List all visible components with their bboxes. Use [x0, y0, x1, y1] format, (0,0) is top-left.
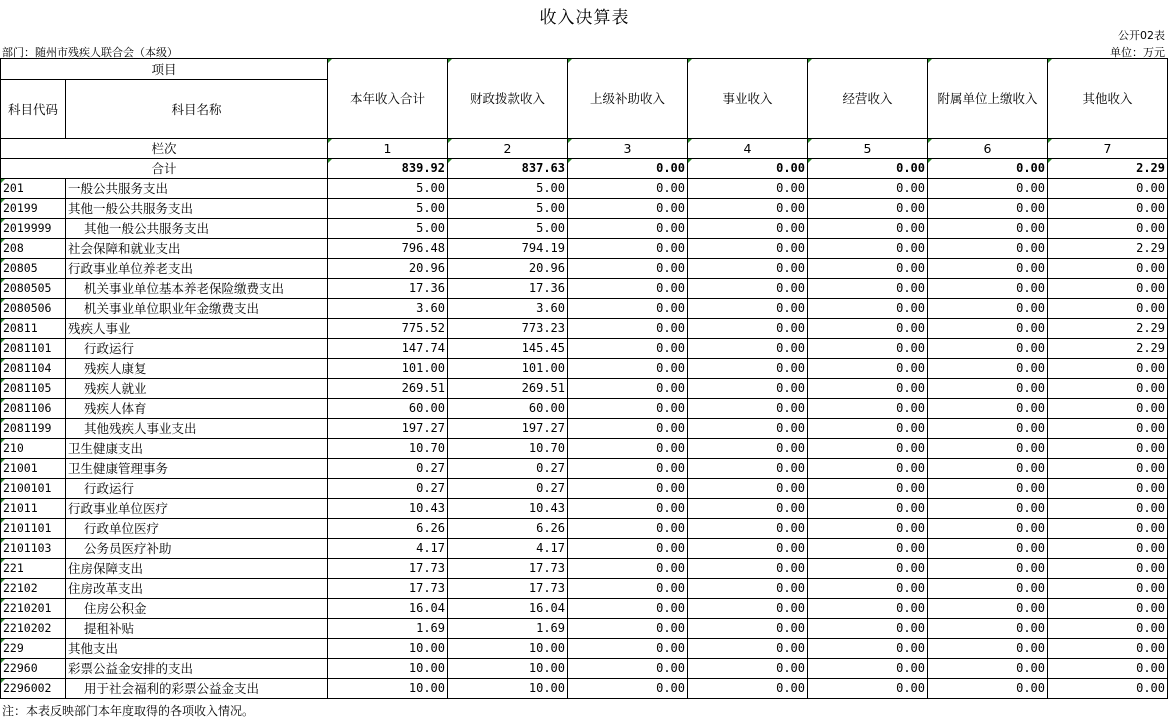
cell-value: 0.00: [1048, 279, 1168, 299]
cell-value: 0.00: [1048, 379, 1168, 399]
cell-value: 2.29: [1048, 239, 1168, 259]
subject-code: 2296002: [1, 679, 66, 699]
subject-name: 行政运行: [66, 479, 328, 499]
cell-value: 0.00: [688, 659, 808, 679]
department-label: 部门：随州市残疾人联合会（本级）: [2, 46, 178, 59]
cell-value: 0.00: [568, 419, 688, 439]
subject-name: 其他残疾人事业支出: [66, 419, 328, 439]
cell-value: 10.43: [448, 499, 568, 519]
subject-code: 210: [1, 439, 66, 459]
cell-value: 10.70: [448, 439, 568, 459]
cell-value: 10.00: [448, 679, 568, 699]
income-table: [0, 58, 1168, 699]
subject-name: 行政事业单位养老支出: [66, 259, 328, 279]
cell-value: 0.00: [568, 659, 688, 679]
subject-code: 21011: [1, 499, 66, 519]
table-row: [1, 359, 1168, 379]
cell-value: 17.73: [328, 559, 448, 579]
cell-value: 0.00: [808, 379, 928, 399]
cell-value: 0.00: [568, 439, 688, 459]
cell-value: 0.27: [328, 459, 448, 479]
cell-value: 0.27: [328, 479, 448, 499]
subject-code: 208: [1, 239, 66, 259]
cell-value: 0.00: [928, 339, 1048, 359]
cell-value: 16.04: [328, 599, 448, 619]
subject-code: 2081104: [1, 359, 66, 379]
cell-value: 0.00: [928, 379, 1048, 399]
cell-value: 0.00: [568, 679, 688, 699]
table-row: [1, 399, 1168, 419]
cell-value: 0.00: [568, 219, 688, 239]
cell-value: 147.74: [328, 339, 448, 359]
cell-value: 773.23: [448, 319, 568, 339]
subject-name: 行政单位医疗: [66, 519, 328, 539]
cell-value: 3.60: [328, 299, 448, 319]
cell-value: 60.00: [448, 399, 568, 419]
subject-name: 残疾人就业: [66, 379, 328, 399]
cell-value: 269.51: [448, 379, 568, 399]
total-label: 合计: [1, 159, 328, 179]
cell-value: 0.00: [688, 239, 808, 259]
subject-code: 2019999: [1, 219, 66, 239]
cell-value: 3.60: [448, 299, 568, 319]
cell-value: 0.00: [928, 259, 1048, 279]
subject-code: 221: [1, 559, 66, 579]
cell-value: 0.00: [688, 319, 808, 339]
subject-name: 卫生健康支出: [66, 439, 328, 459]
subject-name: 机关事业单位职业年金缴费支出: [66, 299, 328, 319]
cell-value: 17.36: [328, 279, 448, 299]
cell-value: 0.00: [1048, 559, 1168, 579]
cell-value: 0.00: [928, 219, 1048, 239]
subject-code: 2081101: [1, 339, 66, 359]
cell-value: 0.00: [688, 639, 808, 659]
cell-value: 0.00: [688, 679, 808, 699]
cell-value: 5.00: [328, 199, 448, 219]
cell-value: 0.00: [928, 499, 1048, 519]
subject-code: 22102: [1, 579, 66, 599]
table-row: [1, 299, 1168, 319]
cell-value: 20.96: [448, 259, 568, 279]
cell-value: 20.96: [328, 259, 448, 279]
cell-value: 0.00: [688, 199, 808, 219]
header-row-label: 栏次: [1, 139, 328, 159]
subject-code: 2081106: [1, 399, 66, 419]
table-row: [1, 459, 1168, 479]
cell-value: 0.00: [568, 239, 688, 259]
cell-value: 0.00: [928, 239, 1048, 259]
table-row: [1, 279, 1168, 299]
subject-name: 残疾人事业: [66, 319, 328, 339]
table-row: [1, 379, 1168, 399]
subject-code: 20805: [1, 259, 66, 279]
total-value: 0.00: [568, 159, 688, 179]
subject-name: 机关事业单位基本养老保险缴费支出: [66, 279, 328, 299]
col-header-3: 上级补助收入: [568, 59, 688, 139]
cell-value: 0.00: [928, 319, 1048, 339]
cell-value: 16.04: [448, 599, 568, 619]
table-row: [1, 199, 1168, 219]
cell-value: 0.00: [568, 379, 688, 399]
cell-value: 0.00: [1048, 399, 1168, 419]
cell-value: 0.00: [808, 619, 928, 639]
cell-value: 0.00: [928, 179, 1048, 199]
cell-value: 0.00: [1048, 359, 1168, 379]
cell-value: 0.00: [568, 479, 688, 499]
total-value: 2.29: [1048, 159, 1168, 179]
cell-value: 0.00: [568, 559, 688, 579]
cell-value: 10.00: [328, 639, 448, 659]
subject-code: 2080505: [1, 279, 66, 299]
cell-value: 0.00: [808, 579, 928, 599]
cell-value: 775.52: [328, 319, 448, 339]
total-value: 0.00: [808, 159, 928, 179]
unit-label: 单位：万元: [1110, 46, 1165, 59]
total-value: 0.00: [688, 159, 808, 179]
cell-value: 0.00: [808, 499, 928, 519]
cell-value: 0.00: [808, 439, 928, 459]
footnote: 注：本表反映部门本年度取得的各项收入情况。: [2, 704, 255, 718]
cell-value: 0.00: [1048, 199, 1168, 219]
cell-value: 0.00: [928, 579, 1048, 599]
col-number: 4: [688, 139, 808, 159]
cell-value: 0.00: [928, 279, 1048, 299]
cell-value: 0.00: [1048, 539, 1168, 559]
cell-value: 0.00: [1048, 519, 1168, 539]
cell-value: 0.00: [808, 459, 928, 479]
cell-value: 0.00: [1048, 219, 1168, 239]
cell-value: 0.00: [1048, 419, 1168, 439]
cell-value: 0.00: [688, 379, 808, 399]
cell-value: 0.00: [688, 279, 808, 299]
cell-value: 0.00: [1048, 299, 1168, 319]
cell-value: 0.00: [928, 199, 1048, 219]
total-value: 0.00: [928, 159, 1048, 179]
cell-value: 0.00: [688, 179, 808, 199]
col-header-6: 附属单位上缴收入: [928, 59, 1048, 139]
table-row: [1, 619, 1168, 639]
cell-value: 0.00: [568, 279, 688, 299]
subject-name: 行政事业单位医疗: [66, 499, 328, 519]
cell-value: 0.00: [568, 319, 688, 339]
cell-value: 0.00: [808, 659, 928, 679]
cell-value: 60.00: [328, 399, 448, 419]
cell-value: 0.00: [568, 399, 688, 419]
cell-value: 0.00: [1048, 659, 1168, 679]
total-row: [1, 159, 1168, 179]
cell-value: 17.73: [448, 579, 568, 599]
cell-value: 0.00: [808, 339, 928, 359]
cell-value: 0.00: [1048, 259, 1168, 279]
cell-value: 145.45: [448, 339, 568, 359]
cell-value: 0.00: [1048, 619, 1168, 639]
table-row: [1, 599, 1168, 619]
cell-value: 0.00: [688, 299, 808, 319]
cell-value: 0.00: [928, 659, 1048, 679]
col-number: 2: [448, 139, 568, 159]
subject-name: 社会保障和就业支出: [66, 239, 328, 259]
subject-name: 其他支出: [66, 639, 328, 659]
cell-value: 10.00: [328, 679, 448, 699]
subject-name: 住房改革支出: [66, 579, 328, 599]
cell-value: 0.00: [808, 359, 928, 379]
cell-value: 4.17: [328, 539, 448, 559]
col-header-7: 其他收入: [1048, 59, 1168, 139]
col-number: 5: [808, 139, 928, 159]
subject-code: 22960: [1, 659, 66, 679]
subject-code: 20811: [1, 319, 66, 339]
table-row: [1, 239, 1168, 259]
cell-value: 0.00: [928, 299, 1048, 319]
table-row: [1, 579, 1168, 599]
subject-name: 残疾人康复: [66, 359, 328, 379]
cell-value: 0.00: [568, 599, 688, 619]
subject-code: 2080506: [1, 299, 66, 319]
table-row: [1, 679, 1168, 699]
col-header-1: 本年收入合计: [328, 59, 448, 139]
cell-value: 0.00: [688, 219, 808, 239]
cell-value: 0.00: [1048, 579, 1168, 599]
subject-name: 一般公共服务支出: [66, 179, 328, 199]
cell-value: 0.00: [1048, 459, 1168, 479]
cell-value: 2.29: [1048, 339, 1168, 359]
cell-value: 0.00: [928, 519, 1048, 539]
cell-value: 0.00: [688, 619, 808, 639]
cell-value: 0.00: [808, 399, 928, 419]
cell-value: 0.00: [928, 619, 1048, 639]
cell-value: 0.00: [688, 439, 808, 459]
subject-code: 201: [1, 179, 66, 199]
cell-value: 0.00: [688, 499, 808, 519]
cell-value: 0.00: [808, 559, 928, 579]
cell-value: 0.00: [688, 459, 808, 479]
cell-value: 0.00: [568, 459, 688, 479]
cell-value: 5.00: [328, 179, 448, 199]
cell-value: 0.00: [568, 519, 688, 539]
cell-value: 17.73: [448, 559, 568, 579]
cell-value: 0.00: [568, 539, 688, 559]
cell-value: 0.00: [808, 519, 928, 539]
table-row: [1, 439, 1168, 459]
cell-value: 101.00: [328, 359, 448, 379]
total-value: 839.92: [328, 159, 448, 179]
col-header-5: 经营收入: [808, 59, 928, 139]
subject-name: 提租补贴: [66, 619, 328, 639]
cell-value: 0.00: [1048, 479, 1168, 499]
cell-value: 0.00: [928, 479, 1048, 499]
col-number: 3: [568, 139, 688, 159]
cell-value: 0.00: [688, 399, 808, 419]
cell-value: 0.00: [688, 359, 808, 379]
cell-value: 0.00: [808, 299, 928, 319]
subject-name: 残疾人体育: [66, 399, 328, 419]
subject-code: 2081199: [1, 419, 66, 439]
table-row: [1, 639, 1168, 659]
cell-value: 0.00: [688, 419, 808, 439]
subject-code: 2210201: [1, 599, 66, 619]
header-item: 项目: [1, 59, 328, 80]
cell-value: 0.00: [568, 259, 688, 279]
cell-value: 0.00: [1048, 599, 1168, 619]
col-number: 6: [928, 139, 1048, 159]
cell-value: 0.00: [1048, 439, 1168, 459]
cell-value: 0.00: [808, 599, 928, 619]
cell-value: 0.00: [688, 519, 808, 539]
subject-name: 彩票公益金安排的支出: [66, 659, 328, 679]
cell-value: 796.48: [328, 239, 448, 259]
cell-value: 0.00: [688, 539, 808, 559]
cell-value: 6.26: [448, 519, 568, 539]
cell-value: 794.19: [448, 239, 568, 259]
subject-name: 住房保障支出: [66, 559, 328, 579]
table-code: 公开02表: [1118, 29, 1165, 42]
cell-value: 0.00: [928, 459, 1048, 479]
cell-value: 197.27: [448, 419, 568, 439]
table-row: [1, 479, 1168, 499]
cell-value: 0.00: [928, 679, 1048, 699]
cell-value: 17.73: [328, 579, 448, 599]
cell-value: 0.00: [928, 559, 1048, 579]
cell-value: 0.00: [928, 539, 1048, 559]
cell-value: 0.00: [808, 319, 928, 339]
header-code: 科目代码: [1, 80, 66, 139]
table-row: [1, 179, 1168, 199]
subject-name: 卫生健康管理事务: [66, 459, 328, 479]
table-row: [1, 659, 1168, 679]
cell-value: 1.69: [328, 619, 448, 639]
cell-value: 269.51: [328, 379, 448, 399]
total-value: 837.63: [448, 159, 568, 179]
cell-value: 10.00: [448, 659, 568, 679]
cell-value: 101.00: [448, 359, 568, 379]
table-row: [1, 319, 1168, 339]
cell-value: 0.00: [568, 619, 688, 639]
subject-code: 2210202: [1, 619, 66, 639]
cell-value: 10.00: [328, 659, 448, 679]
cell-value: 0.00: [808, 239, 928, 259]
subject-code: 2100101: [1, 479, 66, 499]
cell-value: 0.00: [688, 599, 808, 619]
cell-value: 0.27: [448, 479, 568, 499]
subject-name: 公务员医疗补助: [66, 539, 328, 559]
cell-value: 0.00: [928, 639, 1048, 659]
cell-value: 0.00: [808, 219, 928, 239]
col-number: 1: [328, 139, 448, 159]
cell-value: 2.29: [1048, 319, 1168, 339]
cell-value: 4.17: [448, 539, 568, 559]
subject-name: 行政运行: [66, 339, 328, 359]
header-name: 科目名称: [66, 80, 328, 139]
table-row: [1, 519, 1168, 539]
cell-value: 0.00: [688, 259, 808, 279]
cell-value: 1.69: [448, 619, 568, 639]
cell-value: 0.00: [688, 479, 808, 499]
table-row: [1, 219, 1168, 239]
cell-value: 0.00: [688, 579, 808, 599]
subject-code: 21001: [1, 459, 66, 479]
col-header-2: 财政拨款收入: [448, 59, 568, 139]
cell-value: 0.00: [568, 199, 688, 219]
cell-value: 0.00: [1048, 679, 1168, 699]
subject-code: 2101103: [1, 539, 66, 559]
cell-value: 0.00: [568, 179, 688, 199]
cell-value: 0.00: [808, 199, 928, 219]
cell-value: 5.00: [448, 219, 568, 239]
table-row: [1, 259, 1168, 279]
cell-value: 5.00: [328, 219, 448, 239]
cell-value: 0.00: [568, 639, 688, 659]
cell-value: 10.00: [448, 639, 568, 659]
cell-value: 0.00: [928, 439, 1048, 459]
cell-value: 0.00: [568, 499, 688, 519]
cell-value: 17.36: [448, 279, 568, 299]
cell-value: 0.00: [928, 359, 1048, 379]
table-row: [1, 539, 1168, 559]
cell-value: 0.00: [928, 419, 1048, 439]
cell-value: 0.00: [808, 259, 928, 279]
subject-code: 2101101: [1, 519, 66, 539]
cell-value: 0.00: [808, 679, 928, 699]
cell-value: 5.00: [448, 199, 568, 219]
report-title: 收入决算表: [539, 8, 630, 28]
cell-value: 197.27: [328, 419, 448, 439]
subject-code: 2081105: [1, 379, 66, 399]
cell-value: 0.00: [808, 639, 928, 659]
subject-name: 其他一般公共服务支出: [66, 219, 328, 239]
cell-value: 0.00: [808, 479, 928, 499]
cell-value: 6.26: [328, 519, 448, 539]
cell-value: 0.00: [808, 179, 928, 199]
cell-value: 10.43: [328, 499, 448, 519]
cell-value: 0.00: [568, 359, 688, 379]
cell-value: 0.00: [928, 399, 1048, 419]
cell-value: 0.00: [808, 419, 928, 439]
subject-code: 20199: [1, 199, 66, 219]
subject-name: 其他一般公共服务支出: [66, 199, 328, 219]
cell-value: 0.00: [1048, 179, 1168, 199]
cell-value: 0.00: [928, 599, 1048, 619]
table-row: [1, 419, 1168, 439]
table-row: [1, 559, 1168, 579]
cell-value: 0.00: [688, 339, 808, 359]
cell-value: 0.27: [448, 459, 568, 479]
cell-value: 0.00: [568, 579, 688, 599]
table-row: [1, 339, 1168, 359]
table-row: [1, 499, 1168, 519]
cell-value: 10.70: [328, 439, 448, 459]
subject-name: 住房公积金: [66, 599, 328, 619]
col-header-4: 事业收入: [688, 59, 808, 139]
cell-value: 0.00: [568, 339, 688, 359]
cell-value: 0.00: [808, 539, 928, 559]
cell-value: 0.00: [1048, 499, 1168, 519]
col-number: 7: [1048, 139, 1168, 159]
cell-value: 0.00: [1048, 639, 1168, 659]
cell-value: 0.00: [568, 299, 688, 319]
subject-name: 用于社会福利的彩票公益金支出: [66, 679, 328, 699]
cell-value: 5.00: [448, 179, 568, 199]
cell-value: 0.00: [808, 279, 928, 299]
cell-value: 0.00: [688, 559, 808, 579]
subject-code: 229: [1, 639, 66, 659]
